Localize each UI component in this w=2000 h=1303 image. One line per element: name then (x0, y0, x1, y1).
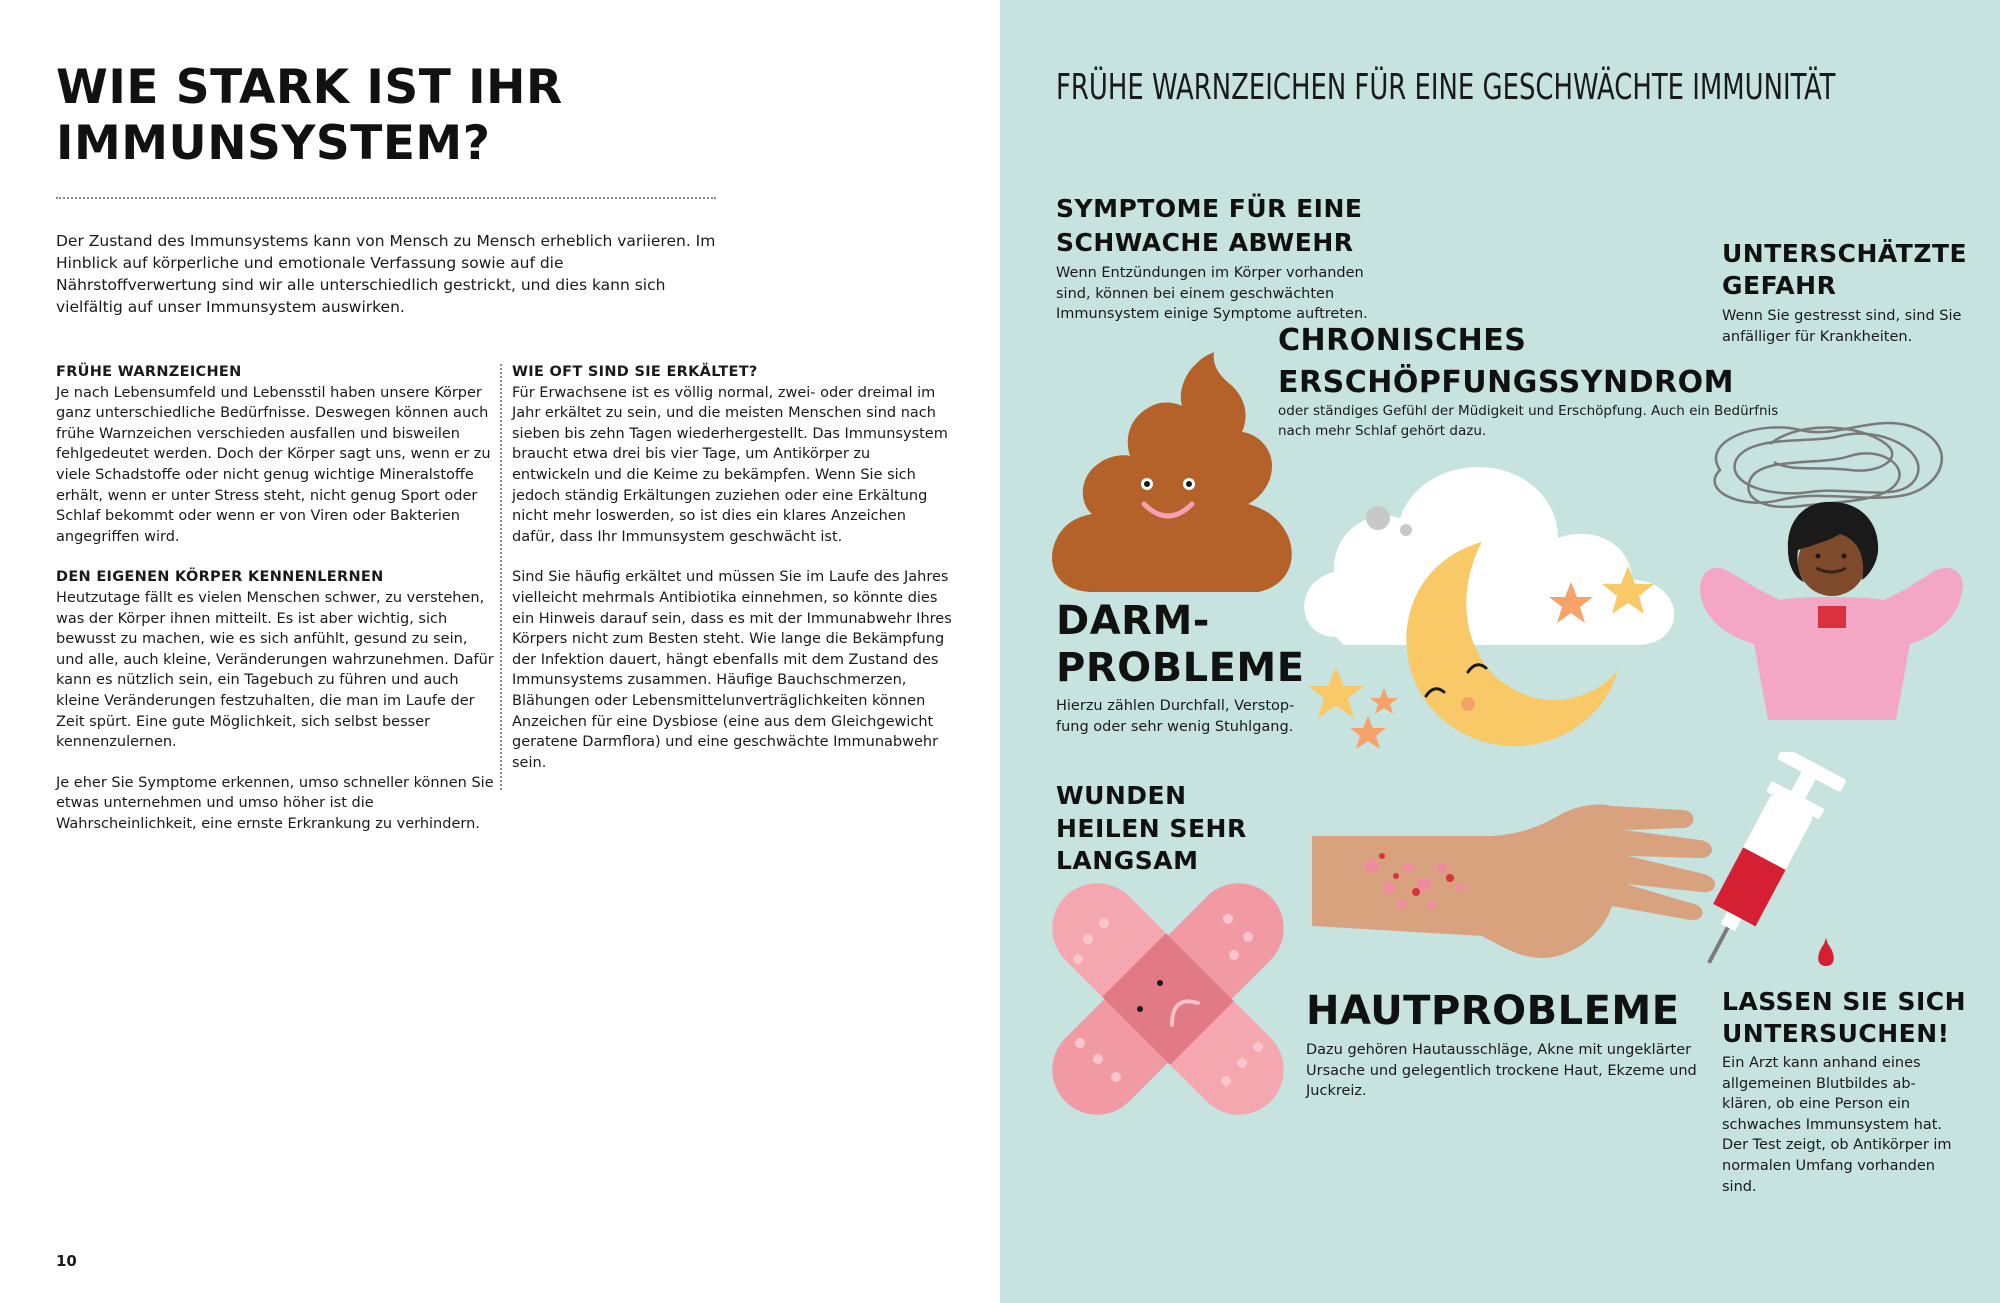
right-page-title: FRÜHE WARNZEICHEN FÜR EINE GESCHWÄCHTE IMMUNITÄT (1056, 67, 1836, 108)
cloud-moon-icon (1296, 462, 1682, 772)
paragraph: Heutzutage fällt es vielen Menschen schwer, zu verstehen, was der Körper ihnen mitteilt. Es ist aber wichtig, sich bewusst zu machen, wie es sich anfühlt, gesund zu sein, und alle, auch kleine, Veränderungen wahrzunehmen. Dafür kann es nützlich sein, ein Tagebuch zu führen und auch kleine Veränderungen festzuhalten, die man im Laufe der Zeit spürt. Eine gute Möglichkeit, sich selbst besser kennenzulernen. (56, 589, 494, 751)
text-untersuchen: Ein Arzt kann anhand eines allgemeinen Blutbildes ab-klären, ob eine Person ein schwaches Immunsystem hat. Der Test zeigt, ob Antikörper im normalen Umfang vorhanden sind. (1722, 1055, 1952, 1195)
poop-icon (1044, 352, 1302, 592)
heading-wie-oft-erkaeltet: WIE OFT SIND SIE ERKÄLTET? (512, 364, 758, 380)
heading-chronisches-erschoepfungssyndrom: CHRONISCHES ERSCHÖPFUNGSSYNDROM (1278, 323, 1734, 400)
syringe-icon (1706, 752, 1856, 968)
column-left (56, 362, 496, 854)
heading-symptome: SYMPTOME FÜR EINE SCHWACHE ABWEHR (1056, 194, 1363, 257)
column-right (512, 362, 952, 793)
stressed-person-icon (1690, 400, 1976, 740)
paragraph: Sind Sie häufig erkältet und müssen Sie im Laufe des Jahres vielleicht mehrmals Antibiotika einnehmen, so könnte dies ein Hinweis darauf sein, dass es mit der Immunabwehr Ihres Körpers nicht zum Besten steht. Wie lange die Bekämpfung der Infektion dauert, hängt ebenfalls mit dem Zustand des Immunsystems zusammen. Häufige Bauchschmerzen, Blähungen oder Lebensmittelunverträglichkeiten können Anzeichen für eine Dysbiose (eine aus dem Gleichgewicht geratene Darmflora) und eine geschwächte Immunabwehr sein. (512, 569, 952, 771)
page-title: WIE STARK IST IHR IMMUNSYSTEM? (56, 60, 563, 171)
text-unterschaetzte-gefahr: Wenn Sie gestresst sind, sind Sie anfälliger für Krankheiten. (1722, 308, 1962, 345)
paragraph: Je eher Sie Symptome erkennen, umso schneller können Sie etwas unternehmen und umso höher ist die Wahrscheinlichkeit, eine ernste Erkrankung zu verhindern. (56, 774, 494, 832)
heading-untersuchen: LASSEN SIE SICH UNTERSUCHEN! (1722, 987, 1967, 1048)
paragraph: Je nach Lebensumfeld und Lebensstil haben unsere Körper ganz unterschiedliche Bedürfnisse. Deswegen können auch frühe Warnzeichen verschieden ausfallen und bisweilen fehlgedeutet werden. Doch der Körper sagt uns, wenn er zu viele Schadstoffe oder nicht genug wichtige Mineralstoffe erhält, wenn er unter Stress steht, nicht genug Sport oder Schlaf bekommt oder wenn er von Viren oder Bakterien angegriffen wird. (56, 384, 491, 545)
intro-text: Der Zustand des Immunsystems kann von Mensch zu Mensch erheblich variieren. Im Hinblick auf körperliche und emotionale Verfassung sowie auf die Nährstoffverwertung sind wir alle unterschiedlich gestrickt, und dies kann sich vielfältig auf unser Immunsystem auswirken. (56, 232, 716, 316)
heading-unterschaetzte-gefahr: UNTERSCHÄTZTE GEFAHR (1722, 239, 1968, 300)
text-symptome: Wenn Entzündungen im Körper vorhanden sind, können bei einem geschwächten Immunsystem einige Symptome auftreten. (1056, 265, 1368, 323)
text-chronisches-erschoepfungssyndrom: oder ständiges Gefühl der Müdigkeit und Erschöpfung. Auch ein Bedürfnis nach mehr Schlaf gehört dazu. (1278, 403, 1779, 439)
text-darmprobleme: Hierzu zählen Durchfall, Verstop-fung oder sehr wenig Stuhlgang. (1056, 698, 1295, 735)
heading-wunden: WUNDEN HEILEN SEHR LANGSAM (1056, 781, 1247, 875)
title-divider (56, 197, 716, 199)
arm-rash-icon (1312, 796, 1724, 972)
heading-darmprobleme: DARM-PROBLEME (1056, 598, 1305, 691)
column-divider (500, 364, 502, 790)
heading-hautprobleme: HAUTPROBLEME (1306, 988, 1680, 1034)
heading-koerper-kennenlernen: DEN EIGENEN KÖRPER KENNENLERNEN (56, 569, 384, 586)
heading-fruehe-warnzeichen: FRÜHE WARNZEICHEN (56, 364, 242, 380)
paragraph: Für Erwachsene ist es völlig normal, zwei- oder dreimal im Jahr erkältet zu sein, und die meisten Menschen sind nach sieben bis zehn Tagen wiederhergestellt. Das Immunsystem braucht etwa drei bis vier Tage, um Antikörper zu entwickeln und die Keime zu bekämpfen. Wenn Sie sich jedoch ständig Erkältungen zuziehen oder eine Erkältung nicht mehr loswerden, so ist dies ein klares Anzeichen dafür, dass Ihr Immunsystem geschwächt ist. (512, 384, 948, 545)
text-hautprobleme: Dazu gehören Hautausschläge, Akne mit ungeklärter Ursache und gelegentlich trockene Haut, Ekzeme und Juckreiz. (1306, 1042, 1697, 1100)
bandage-icon (1050, 872, 1286, 1126)
right-page (1000, 0, 2000, 1303)
page-number: 10 (56, 1252, 77, 1270)
